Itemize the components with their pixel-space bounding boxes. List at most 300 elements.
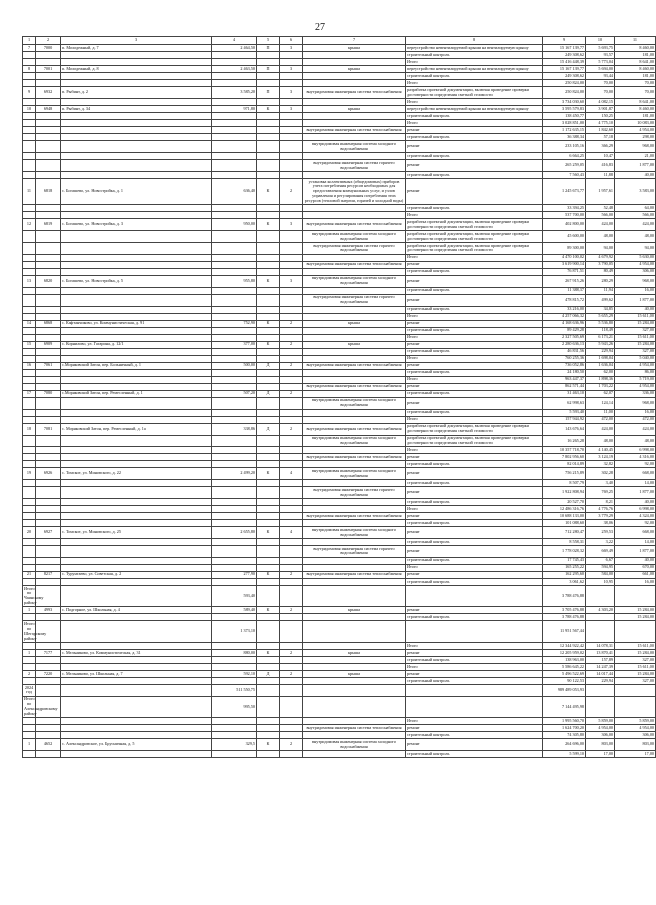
- table-cell-c11: 92,00: [615, 461, 656, 468]
- table-cell-c9: 2 327 505,69: [543, 334, 586, 341]
- table-cell-c6: [280, 254, 303, 261]
- table-cell-c4: [212, 397, 257, 409]
- table-cell-c11: 1 877,00: [615, 294, 656, 306]
- table-cell-c9: 3 734 030,60: [543, 99, 586, 106]
- table-cell-c1: [23, 127, 36, 134]
- table-cell-c5: [257, 212, 280, 219]
- table-cell-c3: с. Мельниково, ул. Школьная, д. 7: [61, 671, 212, 678]
- table-cell-c5: [257, 461, 280, 468]
- table-cell-c11: 1 877,00: [615, 487, 656, 499]
- table-cell-c11: 968,00: [615, 275, 656, 287]
- table-row: [23, 480, 656, 487]
- table-cell-c4: [212, 546, 257, 558]
- table-cell-c10: 14 017,44: [586, 671, 615, 678]
- table-cell-c5: [257, 59, 280, 66]
- table-cell-c8: ремонт: [406, 127, 543, 134]
- page-number: 27: [315, 22, 325, 33]
- table-cell-c11: 15 611,00: [615, 642, 656, 649]
- table-cell-c5: [257, 383, 280, 390]
- table-cell-c3: [61, 383, 212, 390]
- table-cell-c1: 9: [23, 87, 36, 99]
- table-cell-c3: п. Рыбинт, д. 34: [61, 106, 212, 113]
- table-cell-c1: Итого по Шегарскому району: [24, 621, 47, 641]
- table-cell-c11: [615, 585, 656, 607]
- table-cell-c10: 769,25: [586, 487, 615, 499]
- table-cell-c4: [212, 513, 257, 520]
- table-cell-c7: внутридомовая инженерная система теплоснабжения: [303, 725, 406, 732]
- table-cell-c8: строительный контроль: [406, 678, 543, 685]
- table-row: [23, 141, 656, 153]
- table-cell-c5: [257, 447, 280, 454]
- table-cell-c8: строительный контроль: [406, 480, 543, 487]
- table-cell-c3: с. Моряковский Затон, пер. Ремесленный, д. 1а: [61, 423, 212, 435]
- table-cell-c7: [303, 685, 406, 697]
- table-cell-c7: [303, 642, 406, 649]
- table-cell-c11: 15 284,00: [615, 341, 656, 348]
- table-cell-c2: [36, 725, 61, 732]
- table-cell-c1: [23, 678, 36, 685]
- table-cell-c9: 45 600,00: [543, 231, 586, 243]
- table-cell-c6: [280, 355, 303, 362]
- table-cell-c1: [23, 416, 36, 423]
- table-cell-c3: с. Александровское, ул. Брусничная, д. 5: [61, 739, 212, 751]
- table-cell-c11: 181,00: [615, 113, 656, 120]
- table-cell-c6: [280, 732, 303, 739]
- table-cell-c5: [257, 642, 280, 649]
- table-cell-c2: [36, 127, 61, 134]
- table-cell-c2: [36, 52, 61, 59]
- table-cell-c7: внутридомовая инженерная система теплоснабжения: [303, 127, 406, 134]
- table-cell-c10: 4 775,10: [586, 120, 615, 127]
- table-cell-c10: 4 303,20: [586, 607, 615, 614]
- table-cell-c2: [36, 254, 61, 261]
- table-cell-c4: [212, 557, 257, 564]
- table-cell-c1: [23, 732, 36, 739]
- column-number: 7: [303, 37, 406, 45]
- table-cell-c2: [36, 287, 61, 294]
- table-cell-c4: [212, 141, 257, 153]
- table-cell-c4: 1 373,10: [212, 621, 257, 643]
- table-cell-c4: [212, 751, 257, 758]
- table-cell-c9: 402 800,00: [543, 219, 586, 231]
- table-cell-c10: 259,53: [586, 527, 615, 539]
- table-cell-c6: 2: [280, 739, 303, 751]
- table-cell-c5: П: [257, 87, 280, 99]
- table-cell-c1: [23, 557, 36, 564]
- table-cell-c9: 15 167 139,77: [543, 45, 586, 52]
- table-cell-c1: [23, 254, 36, 261]
- column-number: 2: [36, 37, 61, 45]
- table-cell-c4: [212, 348, 257, 355]
- table-cell-c11: 70,00: [615, 80, 656, 87]
- table-cell-c10: 424,00: [586, 423, 615, 435]
- table-cell-c5: [257, 120, 280, 127]
- table-cell-c6: [280, 261, 303, 268]
- table-cell-c8: [406, 696, 543, 718]
- table-cell-c2: [36, 348, 61, 355]
- table-row: [23, 578, 656, 585]
- table-cell-c5: [257, 664, 280, 671]
- table-cell-c10: 302,28: [586, 468, 615, 480]
- table-row: [23, 685, 656, 697]
- table-cell-c8: строительный контроль: [406, 732, 543, 739]
- table-cell-c8: ремонт: [406, 607, 543, 614]
- table-cell-c11: 336,00: [615, 390, 656, 397]
- table-cell-c10: [586, 614, 615, 621]
- table-cell-c5: [257, 80, 280, 87]
- table-cell-c9: 963 447,37: [543, 376, 586, 383]
- table-cell-c4: [212, 487, 257, 499]
- table-cell-c7: [303, 480, 406, 487]
- table-cell-c3: п. Молодежный, д. 7: [61, 45, 212, 52]
- table-row: [23, 732, 656, 739]
- table-cell-c9: 12 205 959,02: [543, 649, 586, 656]
- table-cell-c2: [36, 99, 61, 106]
- table-cell-c2: [36, 383, 61, 390]
- table-cell-c5: [257, 454, 280, 461]
- table-cell-c1: [23, 376, 36, 383]
- table-cell-c5: [257, 153, 280, 160]
- table-cell-c7: [303, 52, 406, 59]
- table-cell-c6: [280, 546, 303, 558]
- table-cell-c4: [212, 539, 257, 546]
- table-cell-c9: 1 922 808,94: [543, 487, 586, 499]
- table-cell-c5: [257, 73, 280, 80]
- table-cell-c11: 17,00: [615, 751, 656, 758]
- table-cell-c1: [23, 564, 36, 571]
- table-cell-c4: 636,40: [212, 178, 257, 204]
- table-cell-c11: 15 284,00: [615, 320, 656, 327]
- table-cell-c8: разработка проектной документации, включая проведение проверки достоверности определения сметной стоимости: [406, 219, 543, 231]
- table-cell-c6: [280, 696, 303, 718]
- table-cell-c9: 5 593,40: [543, 409, 586, 416]
- table-cell-c2: 6948: [36, 106, 61, 113]
- table-cell-c6: [280, 287, 303, 294]
- table-cell-c9: 33 216,00: [543, 306, 586, 313]
- table-cell-c9: 101 088,60: [543, 520, 586, 527]
- table-cell-c1: [23, 99, 36, 106]
- table-row: [23, 664, 656, 671]
- table-cell-c11: 14,00: [615, 539, 656, 546]
- table-cell-c3: [61, 564, 212, 571]
- table-row: [23, 696, 656, 718]
- table-cell-c5: К: [257, 341, 280, 348]
- table-cell-c3: [61, 718, 212, 725]
- table-cell-c10: 803,00: [586, 739, 615, 751]
- table-cell-c11: 181,00: [615, 73, 656, 80]
- table-row: [23, 423, 656, 435]
- table-cell-c3: [61, 254, 212, 261]
- table-cell-c4: 752,90: [212, 320, 257, 327]
- table-cell-c9: 4 257 066,32: [543, 313, 586, 320]
- table-cell-c8: Итого: [406, 642, 543, 649]
- table-cell-c8: строительный контроль: [406, 578, 543, 585]
- table-row: [23, 87, 656, 99]
- table-cell-c5: К: [257, 320, 280, 327]
- table-cell-c4: [212, 134, 257, 141]
- table-row: [23, 45, 656, 52]
- table-cell-c1: 2024 год: [23, 685, 36, 697]
- table-cell-c7: [303, 390, 406, 397]
- table-cell-c6: 2: [280, 390, 303, 397]
- table-row: [23, 160, 656, 172]
- table-cell-c11: 327,00: [615, 678, 656, 685]
- table-row: [23, 383, 656, 390]
- table-cell-c10: 34,85: [586, 306, 615, 313]
- table-cell-c8: [406, 585, 543, 607]
- table-cell-c1: [23, 435, 36, 447]
- table-cell-c11: 6 998,00: [615, 447, 656, 454]
- table-cell-c7: [303, 621, 406, 643]
- table-cell-c10: 157,89: [586, 656, 615, 663]
- table-cell-c3: [61, 520, 212, 527]
- table-cell-c4: 329,5: [212, 739, 257, 751]
- table-cell-c3: с. Мельниково, ул. Коммунистическая, д. 31: [61, 649, 212, 656]
- table-cell-c1: [23, 447, 36, 454]
- column-number: 5: [257, 37, 280, 45]
- table-cell-c4: [212, 725, 257, 732]
- table-cell-c9: 4 470 100,02: [543, 254, 586, 261]
- table-cell-c8: ремонт: [406, 487, 543, 499]
- table-cell-c7: [303, 254, 406, 261]
- table-cell-c1: [23, 313, 36, 320]
- table-row: [23, 739, 656, 751]
- table-cell-c8: строительный контроль: [406, 614, 543, 621]
- table-cell-c4: 592,10: [212, 671, 257, 678]
- table-cell-c8: разработка проектной документации, включая проведение проверки достоверности определения сметной стоимости: [406, 231, 543, 243]
- table-cell-c6: [280, 80, 303, 87]
- table-cell-c8: строительный контроль: [406, 539, 543, 546]
- table-cell-c10: [586, 696, 615, 718]
- table-row: [23, 376, 656, 383]
- table-cell-c4: [212, 732, 257, 739]
- table-cell-c5: [257, 539, 280, 546]
- table-cell-c8: разработка проектной документации, включая проведение проверки достоверности определения сметной стоимости: [406, 423, 543, 435]
- table-cell-c3: [61, 334, 212, 341]
- table-cell-c8: ремонт: [406, 571, 543, 578]
- table-cell-c1: [23, 212, 36, 219]
- table-cell-c5: [257, 313, 280, 320]
- table-cell-c7: [303, 334, 406, 341]
- table-cell-c3: [61, 113, 212, 120]
- table-cell-c1: [23, 499, 36, 506]
- table-cell-c8: ремонт: [406, 649, 543, 656]
- table-cell-c6: [280, 327, 303, 334]
- table-row: [23, 171, 656, 178]
- table-cell-c1: [23, 369, 36, 376]
- table-cell-c9: 3 619 900,14: [543, 261, 586, 268]
- table-cell-c11: 8 460,00: [615, 66, 656, 73]
- table-cell-c5: К: [257, 219, 280, 231]
- table-cell-c8: строительный контроль: [406, 656, 543, 663]
- table-cell-c8: переустройство невентилируемой крыши на вентилируемую крышу: [406, 106, 543, 113]
- table-cell-c5: [257, 268, 280, 275]
- table-cell-c6: [280, 376, 303, 383]
- table-cell-c3: [61, 59, 212, 66]
- table-cell-c3: [61, 678, 212, 685]
- table-cell-c7: [303, 539, 406, 546]
- table-cell-c4: [212, 294, 257, 306]
- table-cell-c11: 70,00: [615, 87, 656, 99]
- table-cell-c8: ремонт: [406, 141, 543, 153]
- table-cell-c4: [212, 313, 257, 320]
- table-cell-c3: п. Молодежный, д. 8: [61, 66, 212, 73]
- table-cell-c7: крыша: [303, 320, 406, 327]
- table-cell-c4: [212, 160, 257, 172]
- table-cell-c10: 38,06: [586, 520, 615, 527]
- table-cell-c6: [280, 59, 303, 66]
- table-cell-c6: 2: [280, 178, 303, 204]
- table-cell-c10: 14 078,31: [586, 642, 615, 649]
- table-cell-c7: [303, 268, 406, 275]
- table-row: [23, 113, 656, 120]
- table-cell-c1: 1: [23, 739, 36, 751]
- table-cell-c11: 40,00: [615, 557, 656, 564]
- table-cell-c9: 11 951 567,44: [543, 621, 586, 643]
- table-cell-c4: [212, 718, 257, 725]
- table-row: [23, 513, 656, 520]
- table-cell-c2: [36, 268, 61, 275]
- table-cell-c4: [212, 461, 257, 468]
- table-cell-c5: [257, 513, 280, 520]
- table-cell-c11: 327,00: [615, 327, 656, 334]
- table-cell-c10: 1 636,04: [586, 362, 615, 369]
- table-row: [23, 341, 656, 348]
- table-cell-c5: К: [257, 571, 280, 578]
- table-cell-c10: 1 842,60: [586, 127, 615, 134]
- table-cell-c7: крыша: [303, 45, 406, 52]
- table-cell-c11: 4 954,00: [615, 127, 656, 134]
- table-cell-c2: 6818: [36, 178, 61, 204]
- table-cell-c5: Д: [257, 362, 280, 369]
- table-cell-c6: [280, 171, 303, 178]
- table-cell-c11: 5 719,00: [615, 376, 656, 383]
- table-cell-c5: [257, 557, 280, 564]
- table-cell-c8: ремонт: [406, 546, 543, 558]
- table-cell-c10: 3,22: [586, 539, 615, 546]
- table-cell-c7: [303, 306, 406, 313]
- table-cell-c3: [61, 73, 212, 80]
- table-cell-c10: 4 082,15: [586, 99, 615, 106]
- table-cell-c4: 338,86: [212, 423, 257, 435]
- table-cell-c4: [212, 120, 257, 127]
- table-cell-c4: 500,00: [212, 362, 257, 369]
- table-row: [23, 539, 656, 546]
- table-cell-c2: 6926: [36, 468, 61, 480]
- table-cell-c1: 17: [23, 390, 36, 397]
- table-cell-c4: [212, 52, 257, 59]
- table-row: [23, 416, 656, 423]
- table-cell-c7: [303, 369, 406, 376]
- table-cell-c6: [280, 242, 303, 254]
- table-cell-c10: 416,83: [586, 160, 615, 172]
- table-cell-c4: 377,00: [212, 341, 257, 348]
- table-cell-c6: 3: [280, 275, 303, 287]
- table-cell-c4: [212, 480, 257, 487]
- table-cell-c10: 62,07: [586, 390, 615, 397]
- table-cell-c1: [23, 480, 36, 487]
- table-cell-c9: 3 061,62: [543, 578, 586, 585]
- table-cell-c1: [23, 642, 36, 649]
- table-cell-c5: [257, 696, 280, 718]
- table-cell-c2: 4993: [36, 607, 61, 614]
- column-number: 6: [280, 37, 303, 45]
- table-row: [23, 362, 656, 369]
- table-cell-c10: 14 247,39: [586, 664, 615, 671]
- table-cell-c1: 19: [23, 468, 36, 480]
- table-cell-c4: [212, 578, 257, 585]
- table-cell-c5: К: [257, 649, 280, 656]
- table-cell-c9: 1 624 700,20: [543, 725, 586, 732]
- table-cell-c4: [212, 564, 257, 571]
- table-cell-c4: [212, 334, 257, 341]
- table-cell-c4: [212, 80, 257, 87]
- table-cell-c3: [61, 355, 212, 362]
- table-cell-c9: 11 388,37: [543, 287, 586, 294]
- table-cell-c7: внутридомовая инженерная система теплоснабжения: [303, 383, 406, 390]
- table-cell-c8: разработка проектной документации, включая проведение проверки достоверности определения сметной стоимости: [406, 242, 543, 254]
- table-cell-c4: 277,90: [212, 571, 257, 578]
- column-number-row: [23, 37, 656, 45]
- table-cell-c10: 3 790,05: [586, 261, 615, 268]
- table-cell-c8: переустройство невентилируемой крыши на вентилируемую крышу: [406, 66, 543, 73]
- table-cell-c10: 566,00: [586, 212, 615, 219]
- table-cell-c2: [36, 664, 61, 671]
- table-cell-c3: [61, 557, 212, 564]
- table-cell-c9: 20 527,70: [543, 499, 586, 506]
- table-row: [23, 499, 656, 506]
- table-cell-c7: крыша: [303, 607, 406, 614]
- table-cell-c10: 366,29: [586, 141, 615, 153]
- table-cell-c8: ремонт: [406, 178, 543, 204]
- table-cell-c10: 3 124,19: [586, 454, 615, 461]
- table-cell-c10: 57,18: [586, 134, 615, 141]
- table-row: [23, 546, 656, 558]
- table-cell-c11: 4 324,00: [615, 513, 656, 520]
- table-cell-c6: [280, 642, 303, 649]
- table-cell-c8: строительный контроль: [406, 751, 543, 758]
- table-cell-c4: [212, 242, 257, 254]
- table-cell-c4: [212, 59, 257, 66]
- table-cell-c5: [257, 355, 280, 362]
- table-cell-c8: строительный контроль: [406, 348, 543, 355]
- table-cell-c7: [303, 656, 406, 663]
- table-cell-c2: 6868: [36, 320, 61, 327]
- table-cell-c4: 880,00: [212, 649, 257, 656]
- table-cell-c11: 10 083,00: [615, 120, 656, 127]
- table-cell-c5: [257, 376, 280, 383]
- table-cell-c5: [257, 141, 280, 153]
- table-cell-c8: ремонт: [406, 362, 543, 369]
- table-cell-c6: [280, 306, 303, 313]
- table-cell-c5: К: [257, 739, 280, 751]
- table-cell-c7: [303, 578, 406, 585]
- table-cell-c2: 7061: [36, 362, 61, 369]
- table-cell-c1: [23, 141, 36, 153]
- table-cell-c2: [36, 134, 61, 141]
- table-cell-c6: [280, 369, 303, 376]
- table-cell-c10: 11,94: [586, 287, 615, 294]
- table-cell-c9: 233 105,16: [543, 141, 586, 153]
- table-cell-c3: [61, 294, 212, 306]
- table-cell-c11: 15 284,00: [615, 671, 656, 678]
- table-cell-c8: Итого: [406, 212, 543, 219]
- table-cell-c8: строительный контроль: [406, 369, 543, 376]
- table-cell-c11: 92,00: [615, 520, 656, 527]
- table-cell-c11: 94,00: [615, 242, 656, 254]
- table-cell-c7: [303, 409, 406, 416]
- table-cell-c8: Итого: [406, 447, 543, 454]
